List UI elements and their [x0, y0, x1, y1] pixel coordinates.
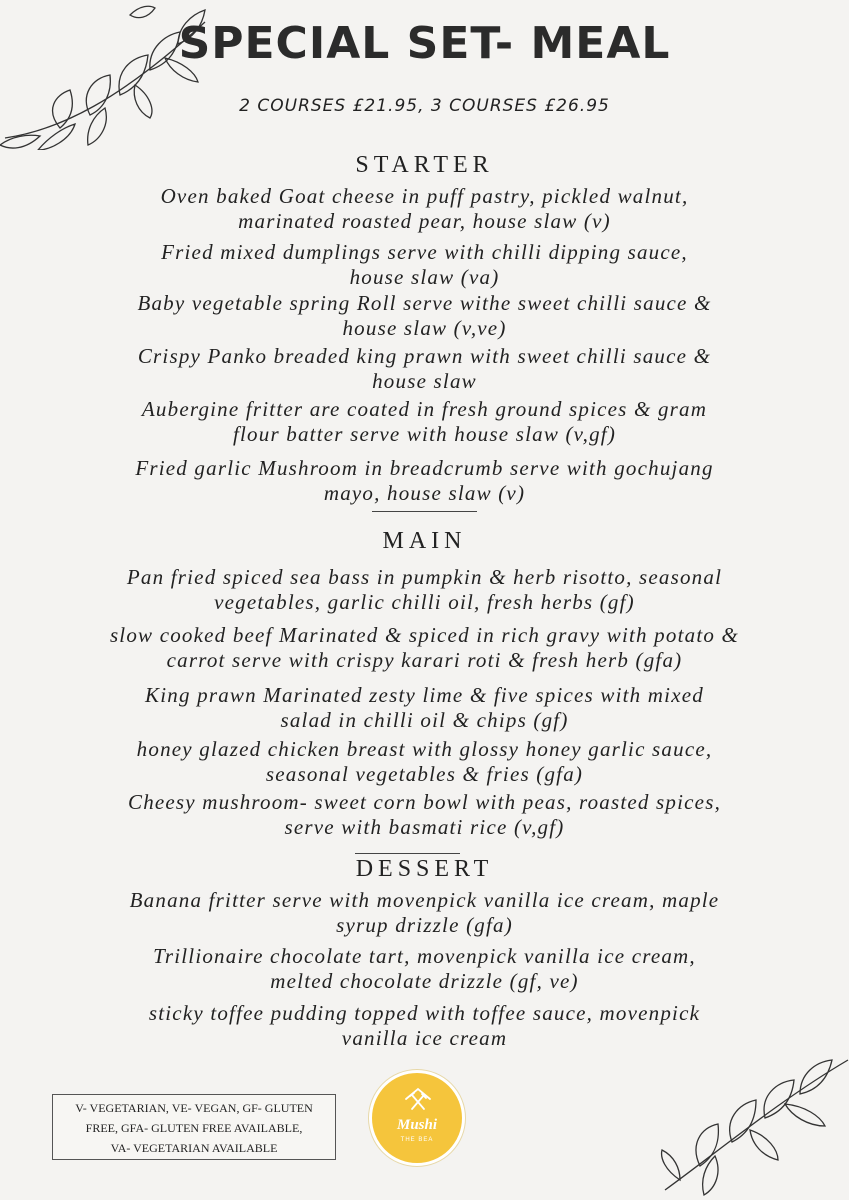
- item-line: Cheesy mushroom- sweet corn bowl with peas, roasted spices,: [127, 790, 722, 814]
- item-line: seasonal vegetables & fries (gfa): [265, 762, 584, 786]
- dietary-legend: [52, 1094, 336, 1160]
- item-line: house slaw (va): [349, 265, 500, 289]
- legend-line: VA- VEGETARIAN AVAILABLE: [110, 1141, 278, 1155]
- item-line: marinated roasted pear, house slaw (v): [238, 209, 611, 233]
- section-divider: [355, 853, 460, 854]
- starter-item: [40, 456, 809, 506]
- starter-item: [40, 397, 809, 447]
- starter-heading: STARTER: [355, 152, 494, 178]
- item-line: vanilla ice cream: [341, 1026, 508, 1050]
- starter-item: [40, 291, 809, 341]
- item-line: salad in chilli oil & chips (gf): [280, 708, 569, 732]
- menu-title: SPECIAL SET- MEAL: [178, 18, 671, 69]
- main-item: [40, 737, 809, 787]
- main-item: [40, 565, 809, 615]
- logo-name: Mushi: [396, 1117, 438, 1133]
- dessert-item: [40, 944, 809, 994]
- dessert-item: [40, 888, 809, 938]
- item-line: Banana fritter serve with movenpick vanilla ice cream, maple: [129, 888, 720, 912]
- dessert-heading: DESSERT: [355, 856, 494, 882]
- item-line: house slaw: [372, 369, 477, 393]
- item-line: melted chocolate drizzle (gf, ve): [270, 969, 579, 993]
- item-line: Baby vegetable spring Roll serve withe sweet chilli sauce &: [137, 291, 712, 315]
- main-item: [40, 623, 809, 673]
- item-line: sticky toffee pudding topped with toffee sauce, movenpick: [148, 1001, 701, 1025]
- item-line: honey glazed chicken breast with glossy honey garlic sauce,: [136, 737, 713, 761]
- item-line: Pan fried spiced sea bass in pumpkin & herb risotto, seasonal: [126, 565, 723, 589]
- legend-line: FREE, GFA- GLUTEN FREE AVAILABLE,: [85, 1121, 303, 1135]
- item-line: Fried mixed dumplings serve with chilli dipping sauce,: [161, 240, 688, 264]
- cutlery-house-icon: [403, 1085, 433, 1115]
- item-line: flour batter serve with house slaw (v,gf): [232, 422, 617, 446]
- item-line: syrup drizzle (gfa): [336, 913, 513, 937]
- course-prices: 2 COURSES £21.95, 3 COURSES £26.95: [239, 96, 610, 116]
- starter-item: [40, 240, 809, 290]
- main-item: [40, 683, 809, 733]
- item-line: Fried garlic Mushroom in breadcrumb serve with gochujang: [135, 456, 714, 480]
- item-line: mayo, house slaw (v): [323, 481, 526, 505]
- starter-item: [40, 184, 809, 234]
- item-line: carrot serve with crispy karari roti & fresh herb (gfa): [166, 648, 683, 672]
- item-line: slow cooked beef Marinated & spiced in rich gravy with potato &: [109, 623, 740, 647]
- legend-line: V- VEGETARIAN, VE- VEGAN, GF- GLUTEN: [75, 1101, 313, 1115]
- starter-item: [40, 344, 809, 394]
- dessert-item: [40, 1001, 809, 1051]
- restaurant-logo: [369, 1070, 465, 1166]
- main-item: [40, 790, 809, 840]
- item-line: Trillionaire chocolate tart, movenpick vanilla ice cream,: [153, 944, 696, 968]
- item-line: Crispy Panko breaded king prawn with sweet chilli sauce &: [137, 344, 712, 368]
- item-line: vegetables, garlic chilli oil, fresh herbs (gf): [214, 590, 635, 614]
- item-line: Aubergine fritter are coated in fresh ground spices & gram: [141, 397, 708, 421]
- main-heading: MAIN: [382, 528, 467, 554]
- leaf-branch-decoration-bottom: [660, 1040, 849, 1200]
- item-line: Oven baked Goat cheese in puff pastry, pickled walnut,: [160, 184, 689, 208]
- item-line: serve with basmati rice (v,gf): [284, 815, 565, 839]
- item-line: house slaw (v,ve): [342, 316, 507, 340]
- logo-subtitle: THE BEA: [400, 1137, 434, 1143]
- section-divider: [372, 511, 477, 512]
- item-line: King prawn Marinated zesty lime & five spices with mixed: [145, 683, 704, 707]
